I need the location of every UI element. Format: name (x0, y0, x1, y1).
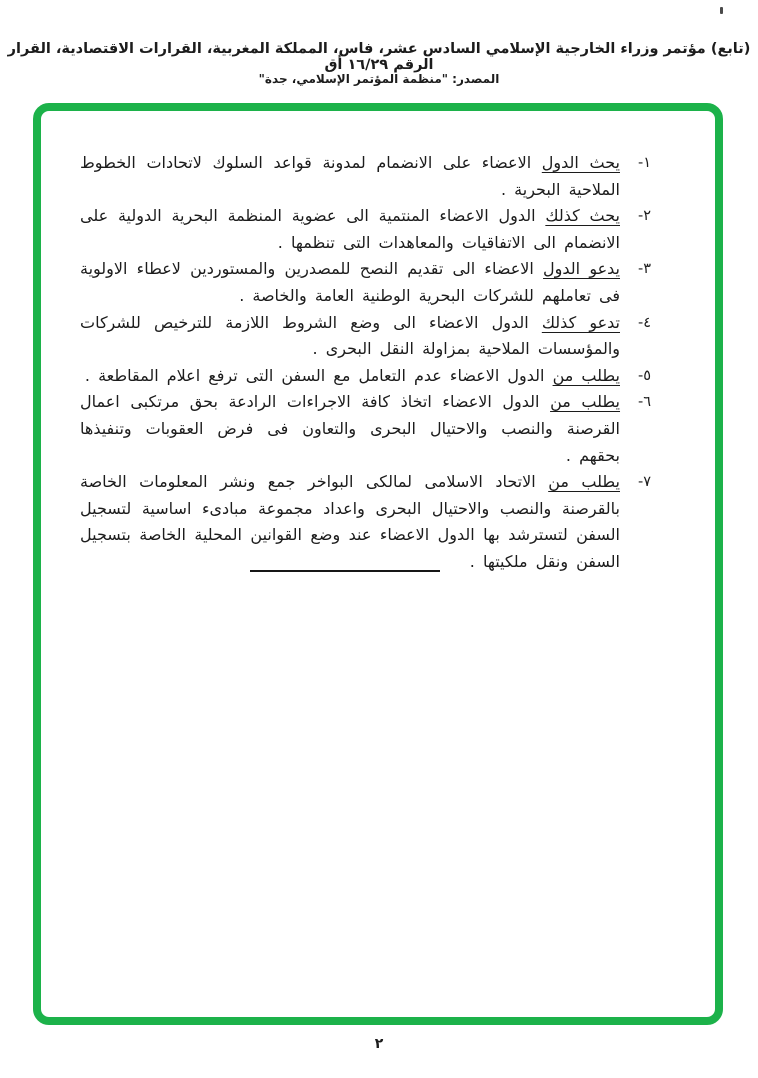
clause-number: ٥- (637, 367, 651, 384)
clause-lead-phrase: تدعو كذلك (541, 312, 620, 332)
clause-body: الدول الاعضاء اتخاذ كافة الاجراءات الرادعة بحق مرتكبى اعمال القرصنة والنصب والاحتيال البحرى والتعاون فى فرض العقوبات وتنفيذها بحقهم . (80, 392, 620, 465)
resolution-clauses (33, 103, 723, 1025)
clause-number: ١- (637, 155, 651, 171)
clause-text (80, 389, 620, 469)
clause-lead-phrase: يحث الدول (541, 153, 620, 172)
resolution-clause-1 (80, 150, 651, 203)
clause-number: ٤- (637, 314, 651, 331)
resolution-clause-4 (80, 310, 651, 363)
clause-body: الدول الاعضاء عدم التعامل مع السفن التى ترفع اعلام المقاطعة . (84, 365, 545, 385)
source-line: المصدر: "منظمة المؤتمر الإسلامي، جدة" (258, 72, 500, 86)
clause-text (80, 310, 620, 363)
clause-lead-phrase: يطلب من (548, 472, 620, 492)
clause-text (80, 363, 620, 390)
scan-artifact (720, 7, 723, 14)
resolution-clause-2 (80, 203, 651, 256)
clause-text (80, 203, 620, 256)
clause-lead-phrase: يحث كذلك (545, 206, 620, 226)
resolution-clause-3 (80, 256, 651, 309)
resolution-clause-7 (80, 469, 651, 575)
clause-number: ٧- (637, 474, 651, 491)
clause-body: الاعضاء الى تقديم النصح للمصدرين والمستوردين لاعطاء الاولوية فى تعاملهم للشركات البحرية الوطنية العامة والخاصة . (80, 259, 620, 305)
clause-lead-phrase: يدعو الدول (543, 259, 620, 279)
clause-number: ٣- (637, 261, 651, 278)
page-number: ٢ (374, 1036, 384, 1052)
document-header-line: (تابع) مؤتمر وزراء الخارجية الإسلامي السادس عشر، فاس، المملكة المغربية، القرارات الاقتصادية، القرار الرقم ١٦/٢٩ أق (7, 41, 751, 73)
clause-text (80, 256, 620, 309)
clause-body: الدول الاعضاء المنتمية الى عضوية المنظمة البحرية الدولية على الانضمام الى الاتفاقيات والمعاهدات التى تنظمها . (80, 206, 620, 252)
clause-lead-phrase: يطلب من (550, 392, 621, 412)
resolution-clause-6 (80, 389, 651, 469)
clause-body: الاتحاد الاسلامى لمالكى البواخر جمع ونشر المعلومات الخاصة بالقرصنة والنصب والاحتيال البحرى واعداد مجموعة مبادىء اساسية لتسجيل السفن لتسترشد بها الدول الاعضاء عند وضع القوانين المحلية الخاصة بتسجيل السفن ونقل ملكيتها . (80, 472, 620, 571)
clause-text (80, 150, 620, 203)
clause-number: ٦- (637, 394, 651, 411)
clause-number: ٢- (637, 208, 651, 225)
section-divider (250, 570, 440, 572)
clause-text (80, 469, 620, 575)
clause-body: الدول الاعضاء الى وضع الشروط اللازمة للترخيص للشركات والمؤسسات الملاحية بمزاولة النقل البحرى . (80, 312, 620, 359)
clause-lead-phrase: يطلب من (552, 365, 620, 385)
resolution-clause-5 (80, 363, 651, 390)
clause-body: الاعضاء على الانضمام لمدونة قواعد السلوك لاتحادات الخطوط الملاحية البحرية . (80, 153, 620, 199)
